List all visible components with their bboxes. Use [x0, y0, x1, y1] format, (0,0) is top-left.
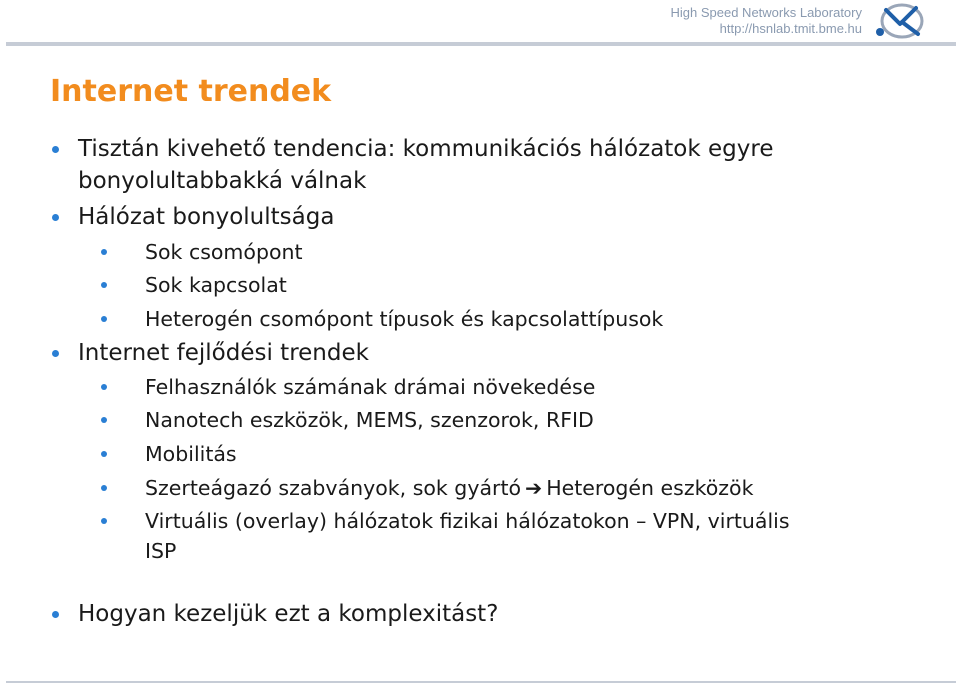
bullet-text-before-arrow: Szerteágazó szabványok, sok gyártó [145, 476, 522, 500]
bullet-dot-icon [101, 518, 107, 524]
bullet-text: Virtuális (overlay) hálózatok fizikai hálózatokon – VPN, virtuális [145, 509, 790, 533]
bullet-text: Heterogén csomópont típusok és kapcsolattípusok [145, 307, 664, 331]
bullet-dot-icon [101, 282, 107, 288]
bullet-text: Nanotech eszközök, MEMS, szenzorok, RFID [145, 408, 594, 432]
slide-title: Internet trendek [50, 74, 332, 109]
bullet-dot-icon [101, 316, 107, 322]
bullet-text: Hogyan kezeljük ezt a komplexitást? [78, 601, 499, 627]
bullet-text: Hálózat bonyolultsága [78, 204, 335, 230]
bullet-text: Mobilitás [145, 442, 237, 466]
bullet-dot-icon [52, 146, 59, 153]
arrow-right-icon: ➔ [525, 476, 543, 500]
bullet-text: Felhasználók számának drámai növekedése [145, 375, 596, 399]
bullet-dot-icon [101, 451, 107, 457]
bullet-text [145, 473, 753, 503]
bullet-text: Sok csomópont [145, 240, 303, 264]
bullet-dot-icon [101, 417, 107, 423]
bullet-dot-icon [52, 611, 59, 618]
bullet-text-after-arrow: Heterogén eszközök [546, 476, 754, 500]
lab-url[interactable]: http://hsnlab.tmit.bme.hu [719, 21, 862, 36]
bullet-dot-icon [101, 485, 107, 491]
bullet-dot-icon [101, 384, 107, 390]
hsnlab-logo-icon [872, 2, 924, 40]
bullet-text: Tisztán kivehető tendencia: kommunikációs hálózatok egyre [78, 136, 774, 162]
bullet-text: Sok kapcsolat [145, 273, 287, 297]
lab-name: High Speed Networks Laboratory [670, 5, 862, 20]
bullet-dot-icon [52, 214, 59, 221]
bullet-text-continued: ISP [145, 539, 177, 563]
header-divider [6, 42, 956, 46]
footer-divider [6, 681, 956, 683]
bullet-dot-icon [101, 249, 107, 255]
bullet-dot-icon [52, 350, 59, 357]
bullet-text: Internet fejlődési trendek [78, 340, 369, 366]
bullet-text-continued: bonyolultabbakká válnak [78, 168, 367, 194]
